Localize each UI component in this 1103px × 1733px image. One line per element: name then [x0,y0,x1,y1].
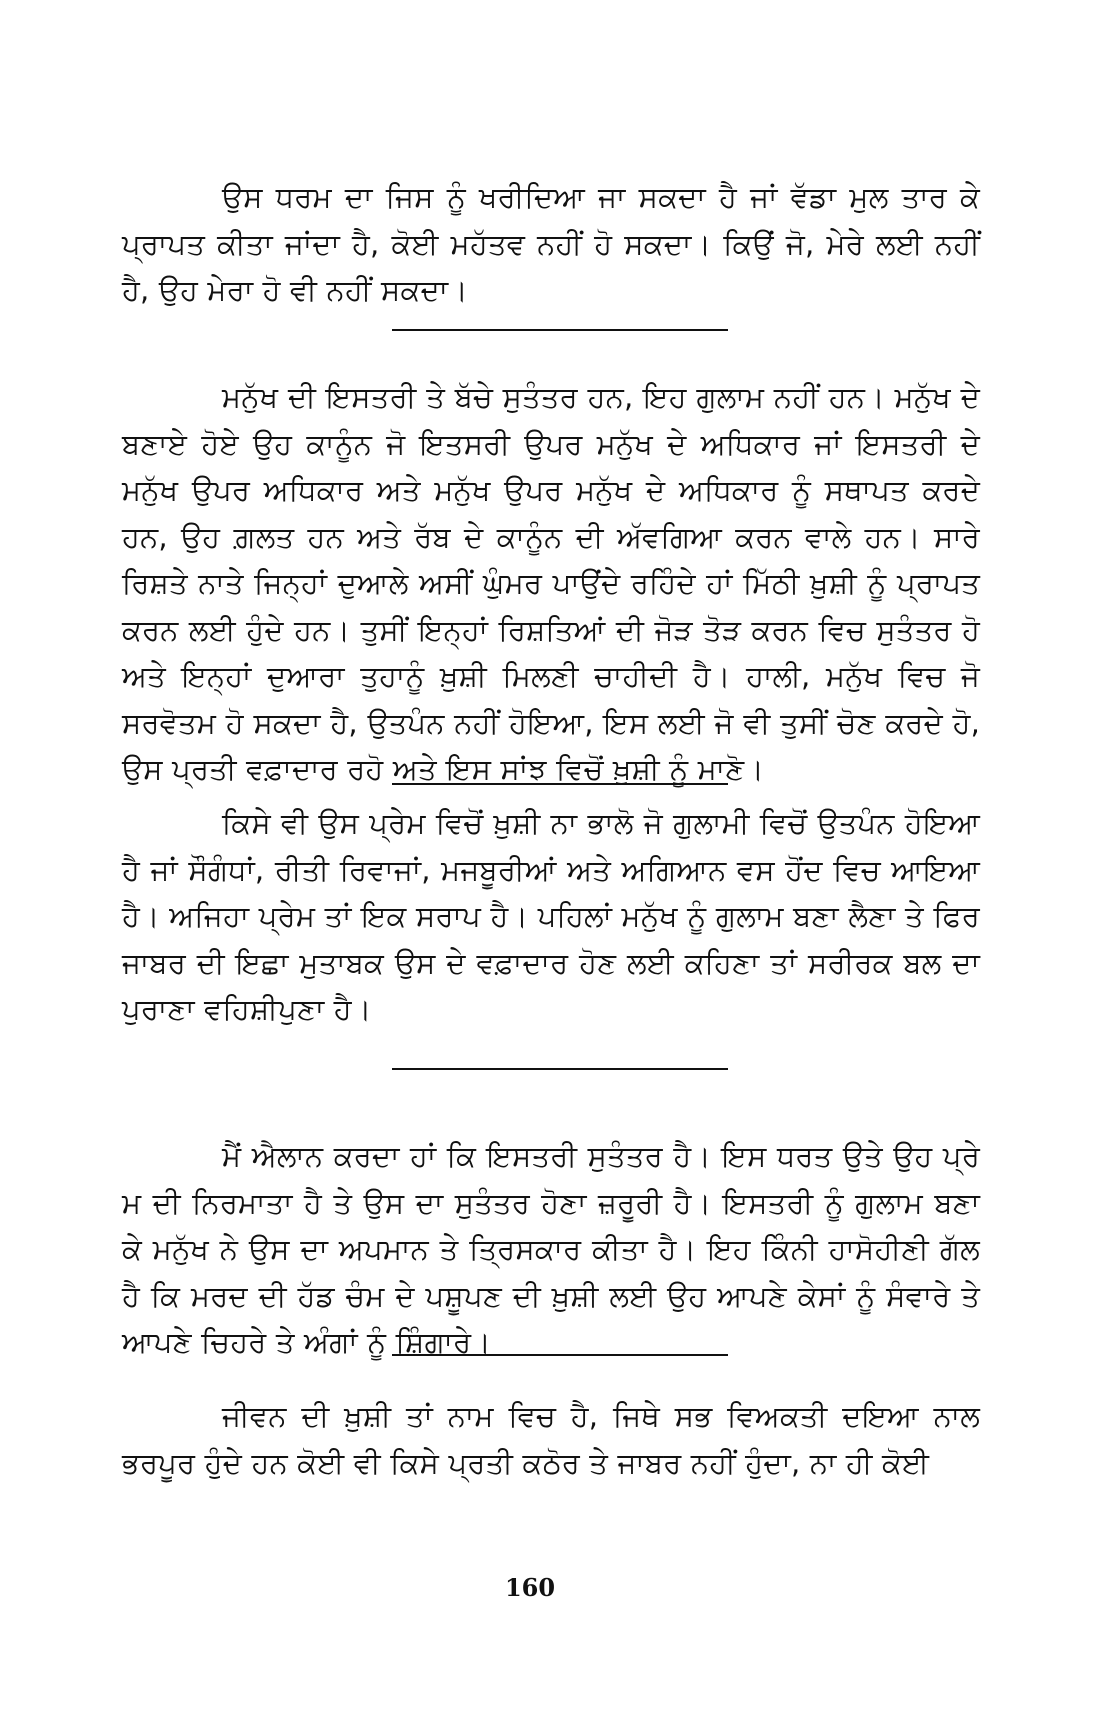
section-divider [392,1068,728,1070]
page-number: 160 [504,1573,556,1602]
paragraph-3: ਕਿਸੇ ਵੀ ਉਸ ਪ੍ਰੇਮ ਵਿਚੋਂ ਖ਼ੁਸ਼ੀ ਨਾ ਭਾਲੋ ਜੋ ਗੁਲਾਮੀ ਵਿਚੋਂ ਉਤਪੰਨ ਹੋਇਆ ਹੈ ਜਾਂ ਸੌਗੰਧਾਂ, ਰੀਤੀ ਰਿਵਾਜਾਂ, ਮਜਬੂਰੀਆਂ ਅਤੇ ਅਗਿਆਨ ਵਸ ਹੋਂਦ ਵਿਚ ਆਇਆ ਹੈ। ਅਜਿਹਾ ਪ੍ਰੇਮ ਤਾਂ ਇਕ ਸਰਾਪ ਹੈ। ਪਹਿਲਾਂ ਮਨੁੱਖ ਨੂੰ ਗੁਲਾਮ ਬਣਾ ਲੈਣਾ ਤੇ ਫਿਰ ਜਾਬਰ ਦੀ ਇਛਾ ਮੁਤਾਬਕ ਉਸ ਦੇ ਵਫ਼ਾਦਾਰ ਹੋਣ ਲਈ ਕਹਿਣਾ ਤਾਂ ਸਰੀਰਕ ਬਲ ਦਾ ਪੁਰਾਣਾ ਵਹਿਸ਼ੀਪੁਣਾ ਹੈ। [122,806,980,1026]
section-divider [392,783,728,785]
paragraph-2: ਮਨੁੱਖ ਦੀ ਇਸਤਰੀ ਤੇ ਬੱਚੇ ਸੁਤੰਤਰ ਹਨ, ਇਹ ਗੁਲਾਮ ਨਹੀਂ ਹਨ। ਮਨੁੱਖ ਦੇ ਬਣਾਏ ਹੋਏ ਉਹ ਕਾਨੂੰਨ ਜੋ ਇਤਸਰੀ ਉਪਰ ਮਨੁੱਖ ਦੇ ਅਧਿਕਾਰ ਜਾਂ ਇਸਤਰੀ ਦੇ ਮਨੁੱਖ ਉਪਰ ਅਧਿਕਾਰ ਅਤੇ ਮਨੁੱਖ ਉਪਰ ਮਨੁੱਖ ਦੇ ਅਧਿਕਾਰ ਨੂੰ ਸਥਾਪਤ ਕਰਦੇ ਹਨ, ਉਹ ਗ਼ਲਤ ਹਨ ਅਤੇ ਰੱਬ ਦੇ ਕਾਨੂੰਨ ਦੀ ਅੱਵਗਿਆ ਕਰਨ ਵਾਲੇ ਹਨ। ਸਾਰੇ ਰਿਸ਼ਤੇ ਨਾਤੇ ਜਿਨ੍ਹਾਂ ਦੁਆਲੇ ਅਸੀਂ ਘੁੰਮਰ ਪਾਉਂਦੇ ਰਹਿੰਦੇ ਹਾਂ ਮਿੱਠੀ ਖ਼ੁਸ਼ੀ ਨੂੰ ਪ੍ਰਾਪਤ ਕਰਨ ਲਈ ਹੁੰਦੇ ਹਨ। ਤੁਸੀਂ ਇਨ੍ਹਾਂ ਰਿਸ਼ਤਿਆਂ ਦੀ ਜੋੜ ਤੋੜ ਕਰਨ ਵਿਚ ਸੁਤੰਤਰ ਹੋ ਅਤੇ ਇਨ੍ਹਾਂ ਦੁਆਰਾ ਤੁਹਾਨੂੰ ਖ਼ੁਸ਼ੀ ਮਿਲਣੀ ਚਾਹੀਦੀ ਹੈ। ਹਾਲੀ, ਮਨੁੱਖ ਵਿਚ ਜੋ ਸਰਵੋਤਮ ਹੋ ਸਕਦਾ ਹੈ, ਉਤਪੰਨ ਨਹੀਂ ਹੋਇਆ, ਇਸ ਲਈ ਜੋ ਵੀ ਤੁਸੀਂ ਚੋਣ ਕਰਦੇ ਹੋ, ਉਸ ਪ੍ਰਤੀ ਵਫ਼ਾਦਾਰ ਰਹੋ ਅਤੇ ਇਸ ਸਾਂਝ ਵਿਚੋਂ ਖ਼ੁਸ਼ੀ ਨੂੰ ਮਾਣੋ। [122,380,980,786]
section-divider [392,1354,728,1356]
paragraph-5: ਜੀਵਨ ਦੀ ਖ਼ੁਸ਼ੀ ਤਾਂ ਨਾਮ ਵਿਚ ਹੈ, ਜਿਥੇ ਸਭ ਵਿਅਕਤੀ ਦਇਆ ਨਾਲ ਭਰਪੂਰ ਹੁੰਦੇ ਹਨ ਕੋਈ ਵੀ ਕਿਸੇ ਪ੍ਰਤੀ ਕਠੋਰ ਤੇ ਜਾਬਰ ਨਹੀਂ ਹੁੰਦਾ, ਨਾ ਹੀ ਕੋਈ [122,1399,980,1480]
section-divider [392,329,728,331]
paragraph-4: ਮੈਂ ਐਲਾਨ ਕਰਦਾ ਹਾਂ ਕਿ ਇਸਤਰੀ ਸੁਤੰਤਰ ਹੈ। ਇਸ ਧਰਤ ਉਤੇ ਉਹ ਪ੍ਰੇ ਮ ਦੀ ਨਿਰਮਾਤਾ ਹੈ ਤੇ ਉਸ ਦਾ ਸੁਤੰਤਰ ਹੋਣਾ ਜ਼ਰੂਰੀ ਹੈ। ਇਸਤਰੀ ਨੂੰ ਗੁਲਾਮ ਬਣਾ ਕੇ ਮਨੁੱਖ ਨੇ ਉਸ ਦਾ ਅਪਮਾਨ ਤੇ ਤ੍ਰਿਸਕਾਰ ਕੀਤਾ ਹੈ। ਇਹ ਕਿੰਨੀ ਹਾਸੋਹੀਣੀ ਗੱਲ ਹੈ ਕਿ ਮਰਦ ਦੀ ਹੱਡ ਚੰਮ ਦੇ ਪਸ਼ੂਪਣ ਦੀ ਖ਼ੁਸ਼ੀ ਲਈ ਉਹ ਆਪਣੇ ਕੇਸਾਂ ਨੂੰ ਸੰਵਾਰੇ ਤੇ ਆਪਣੇ ਚਿਹਰੇ ਤੇ ਅੰਗਾਂ ਨੂੰ ਸ਼ਿੰਗਾਰੇ। [122,1139,980,1359]
paragraph-1: ਉਸ ਧਰਮ ਦਾ ਜਿਸ ਨੂੰ ਖਰੀਦਿਆ ਜਾ ਸਕਦਾ ਹੈ ਜਾਂ ਵੱਡਾ ਮੁਲ ਤਾਰ ਕੇ ਪ੍ਰਾਪਤ ਕੀਤਾ ਜਾਂਦਾ ਹੈ, ਕੋਈ ਮਹੱਤਵ ਨਹੀਂ ਹੋ ਸਕਦਾ। ਕਿਉਂ ਜੋ, ਮੇਰੇ ਲਈ ਨਹੀਂ ਹੈ, ਉਹ ਮੇਰਾ ਹੋ ਵੀ ਨਹੀਂ ਸਕਦਾ। [122,180,980,307]
